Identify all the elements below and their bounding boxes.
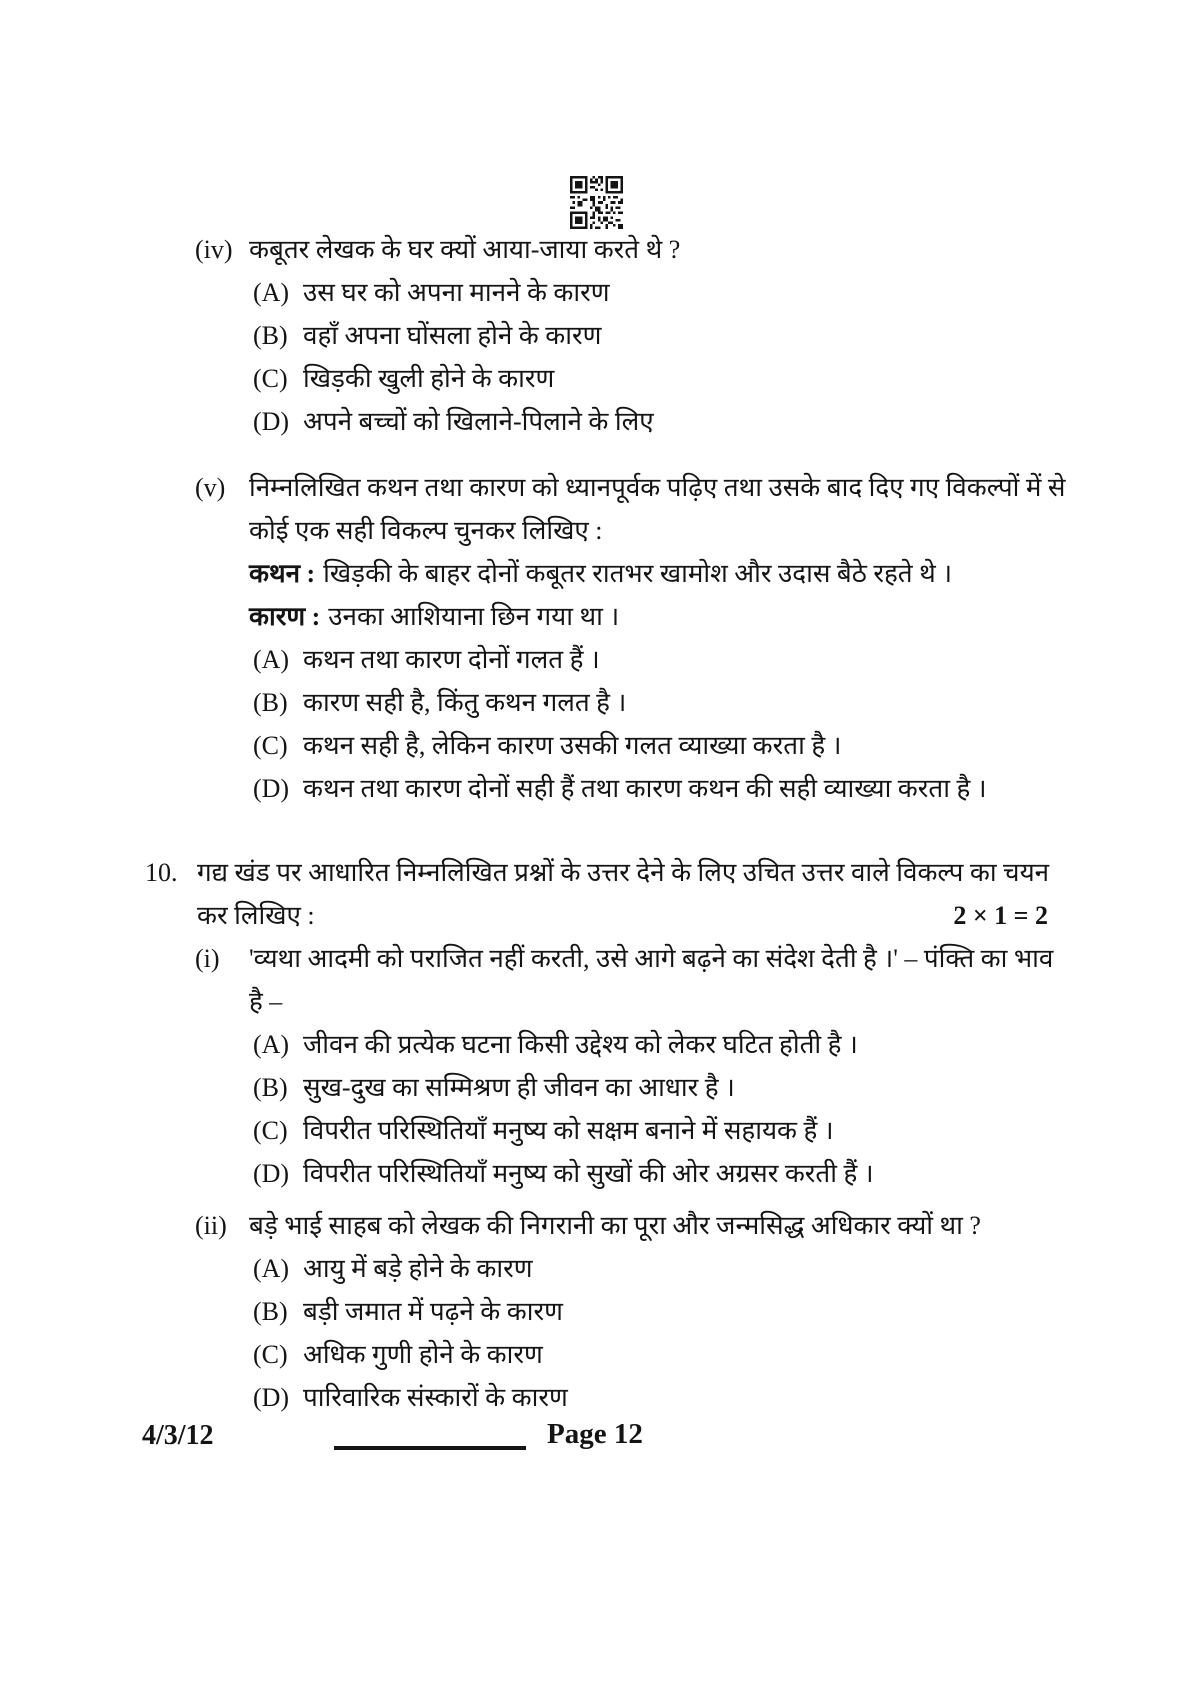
- question-10-block: [0, 851, 1190, 1419]
- option-letter: (D): [253, 774, 290, 803]
- option-row: [0, 1152, 1190, 1195]
- assertion-label: कथन :: [249, 559, 316, 588]
- option-text: उस घर को अपना मानने के कारण: [303, 278, 610, 307]
- option-row: [0, 314, 1190, 357]
- option-text: वहाँ अपना घोंसला होने के कारण: [303, 321, 602, 350]
- option-text: अधिक गुणी होने के कारण: [303, 1340, 543, 1369]
- option-row: [0, 1333, 1190, 1376]
- option-text: आयु में बड़े होने के कारण: [303, 1254, 533, 1283]
- question-10-i-text-line2: है –: [249, 987, 283, 1016]
- question-9-v-number: (v): [195, 473, 226, 502]
- question-9-iv-number: (iv): [195, 235, 233, 264]
- question-10-text-line1: गद्य खंड पर आधारित निम्नलिखित प्रश्नों के उत्तर देने के लिए उचित उत्तर वाले विकल्प का चयन: [197, 858, 1050, 887]
- question-10-i-number: (i): [195, 944, 220, 973]
- section-spacer: [0, 1195, 1190, 1204]
- option-letter: (B): [253, 1073, 288, 1102]
- option-text: विपरीत परिस्थितियाँ मनुष्य को सुखों की ओर अग्रसर करती हैं ।: [303, 1159, 874, 1188]
- option-text: कथन तथा कारण दोनों गलत हैं ।: [303, 645, 600, 674]
- footer-divider-line: [334, 1446, 526, 1450]
- question-10-i-text-line1: 'व्यथा आदमी को पराजित नहीं करती, उसे आगे बढ़ने का संदेश देती है ।' – पंक्ति का भाव: [249, 944, 1054, 973]
- option-row: [0, 400, 1190, 443]
- question-9-v-block: [0, 466, 1190, 810]
- option-letter: (D): [253, 1383, 290, 1412]
- option-row: [0, 681, 1190, 724]
- question-10-continuation: [0, 894, 1190, 937]
- option-letter: (C): [253, 1340, 288, 1369]
- option-letter: (D): [253, 407, 290, 436]
- option-text: जीवन की प्रत्येक घटना किसी उद्देश्य को लेकर घटित होती है ।: [303, 1030, 858, 1059]
- paper-code: 4/3/12: [142, 1420, 214, 1451]
- question-10-i: [0, 937, 1190, 980]
- option-row: [0, 357, 1190, 400]
- option-row: [0, 724, 1190, 767]
- option-letter: (A): [253, 645, 290, 674]
- option-letter: (C): [253, 1116, 288, 1145]
- reason-row: [0, 595, 1190, 638]
- option-row: [0, 1023, 1190, 1066]
- question-10-number: 10.: [145, 858, 178, 887]
- option-text: कथन तथा कारण दोनों सही हैं तथा कारण कथन की सही व्याख्या करता है ।: [303, 774, 987, 803]
- option-row: [0, 1109, 1190, 1152]
- option-text: कथन सही है, लेकिन कारण उसकी गलत व्याख्या करता है ।: [303, 731, 842, 760]
- reason-label: कारण :: [249, 602, 321, 631]
- option-letter: (B): [253, 321, 288, 350]
- question-10-ii: [0, 1204, 1190, 1247]
- question-9-iv-text: कबूतर लेखक के घर क्यों आया-जाया करते थे ?: [249, 235, 681, 264]
- option-letter: (B): [253, 1297, 288, 1326]
- option-row: [0, 1376, 1190, 1419]
- assertion-text: कथन : खिड़की के बाहर दोनों कबूतर रातभर खामोश और उदास बैठे रहते थे ।: [249, 559, 953, 588]
- question-10-ii-text: बड़े भाई साहब को लेखक की निगरानी का पूरा और जन्मसिद्ध अधिकार क्यों था ?: [249, 1211, 981, 1240]
- option-text: विपरीत परिस्थितियाँ मनुष्य को सक्षम बनाने में सहायक हैं ।: [303, 1116, 834, 1145]
- option-letter: (A): [253, 278, 290, 307]
- question-10-text-line2: कर लिखिए :: [197, 901, 315, 930]
- question-10-ii-number: (ii): [195, 1211, 227, 1240]
- marks-badge: 2 × 1 = 2: [953, 901, 1048, 930]
- option-letter: (D): [253, 1159, 290, 1188]
- option-row: [0, 1290, 1190, 1333]
- option-text: अपने बच्चों को खिलाने-पिलाने के लिए: [303, 407, 654, 436]
- question-9-v-text-line1: निम्नलिखित कथन तथा कारण को ध्यानपूर्वक पढ़िए तथा उसके बाद दिए गए विकल्पों में से: [249, 473, 1066, 502]
- option-row: [0, 638, 1190, 681]
- option-text: खिड़की खुली होने के कारण: [303, 364, 555, 393]
- option-row: [0, 1066, 1190, 1109]
- reason-text: कारण : उनका आशियाना छिन गया था ।: [249, 602, 620, 631]
- question-9-v-continuation: [0, 509, 1190, 552]
- option-text: कारण सही है, किंतु कथन गलत है ।: [303, 688, 627, 717]
- option-row: [0, 767, 1190, 810]
- option-text: बड़ी जमात में पढ़ने के कारण: [303, 1297, 563, 1326]
- option-letter: (A): [253, 1030, 290, 1059]
- option-letter: (B): [253, 688, 288, 717]
- question-9-v: [0, 466, 1190, 509]
- option-row: [0, 271, 1190, 314]
- question-9-v-text-line2: कोई एक सही विकल्प चुनकर लिखिए :: [249, 516, 603, 545]
- option-text: पारिवारिक संस्कारों के कारण: [303, 1383, 568, 1412]
- assertion-row: [0, 552, 1190, 595]
- option-letter: (A): [253, 1254, 290, 1283]
- option-text: सुख-दुख का सम्मिश्रण ही जीवन का आधार है ।: [303, 1073, 735, 1102]
- option-row: [0, 1247, 1190, 1290]
- question-10: [0, 851, 1190, 894]
- page-number: Page 12: [547, 1418, 643, 1450]
- qr-code: [570, 176, 623, 229]
- option-letter: (C): [253, 731, 288, 760]
- question-9-iv: [0, 228, 1190, 271]
- question-9-iv-block: [0, 228, 1190, 443]
- option-letter: (C): [253, 364, 288, 393]
- question-10-i-continuation: [0, 980, 1190, 1023]
